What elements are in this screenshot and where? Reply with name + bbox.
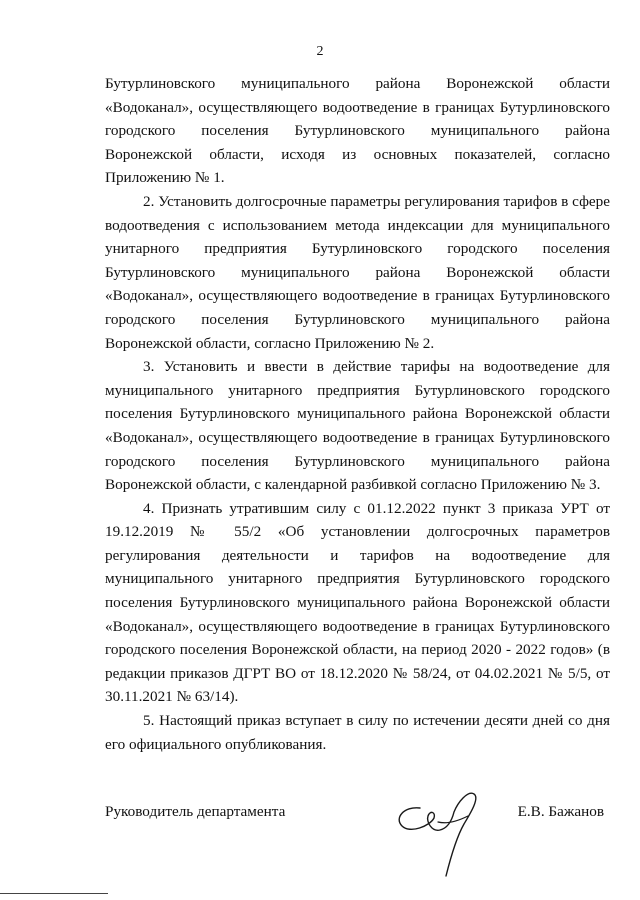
signer-name: Е.В. Бажанов — [517, 803, 604, 820]
document-body — [105, 72, 610, 756]
footer-divider — [0, 893, 108, 894]
paragraph-item-3: 3. Установить и ввести в действие тарифы на водоотведение для муниципального унитарного предприятия Бутурлиновского городского поселения Бутурлиновского муниципального района Воронежской области «Водоканал», осуществляющего водоотведение в границах Бутурлиновского городского поселения Бутурлиновского муниципального района Воронежской области, с календарной разбивкой согласно Приложению № 3. — [105, 358, 610, 494]
paragraph-item-2: 2. Установить долгосрочные параметры регулирования тарифов в сфере водоотведения с использованием метода индексации для муниципального унитарного предприятия Бутурлиновского городского поселения Бутурлиновского муниципального района Воронежской области «Водоканал», осуществляющего водоотведение в границах Бутурлиновского городского поселения Бутурлиновского муниципального района Воронежской области, согласно Приложению № 2. — [105, 192, 610, 352]
paragraph-item-4: 4. Признать утратившим силу с 01.12.2022 пункт 3 приказа УРТ от 19.12.2019 № 55/2 «Об установлении долгосрочных параметров регулирования деятельности и тарифов на водоотведение для муниципального унитарного предприятия Бутурлиновского городского поселения Бутурлиновского муниципального района Воронежской области «Водоканал», осуществляющего водоотведение в границах Бутурлиновского городского поселения Воронежской области, на период 2020 - 2022 годов» (в редакции приказов ДГРТ ВО от 18.12.2020 № 58/24, от 04.02.2021 № 5/5, от 30.11.2021 № 63/14). — [105, 499, 610, 706]
position-title: Руководитель департамента — [105, 803, 286, 820]
page-number: 2 — [316, 44, 324, 59]
paragraph-item-5: 5. Настоящий приказ вступает в силу по истечении десяти дней со дня его официального опубликования. — [105, 712, 610, 753]
handwritten-signature — [390, 780, 490, 880]
paragraph-continuation: Бутурлиновского муниципального района Воронежской области «Водоканал», осуществляющего водоотведение в границах Бутурлиновского городского поселения Бутурлиновского муниципального района Воронежской области, исходя из основных показателей, согласно Приложению № 1. — [105, 75, 610, 187]
